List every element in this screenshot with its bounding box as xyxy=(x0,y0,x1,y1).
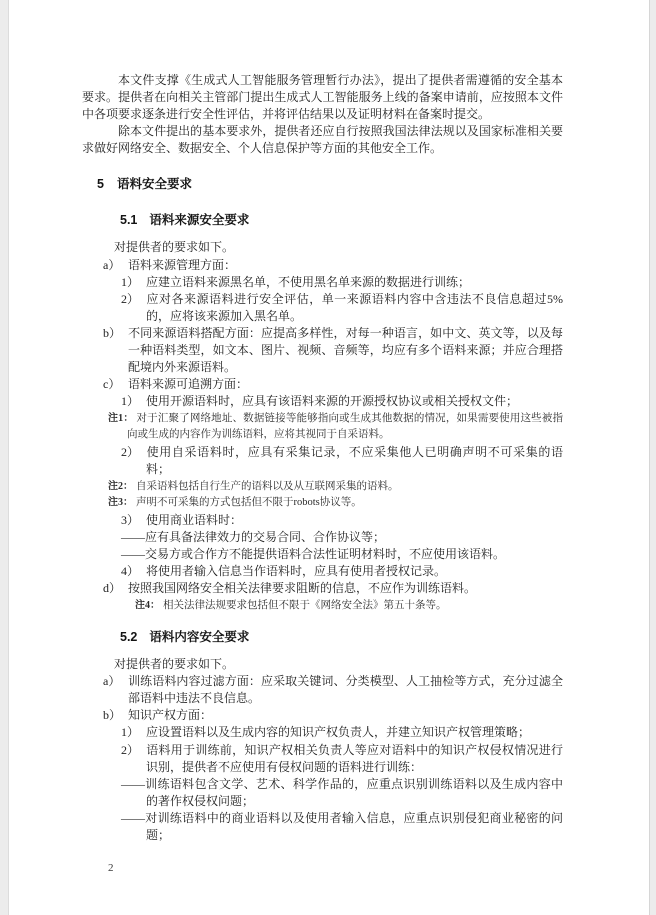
list-text: 语料来源管理方面： xyxy=(128,257,237,272)
lead-sentence: 对提供者的要求如下。 xyxy=(114,657,235,672)
intro-paragraph: 本文件支撑《生成式人工智能服务管理暂行办法》，提出了提供者需遵循的安全基本要求。提供者在向相关主管部门提出生成式人工智能服务上线的备案申请前，应按照本文件中各项要求逐条进行安全性评估，并将评估结果以及证明材料在备案时提交。 xyxy=(82,73,563,122)
chapter-title: 语料安全要求 xyxy=(116,177,192,192)
note-marker: 注2： xyxy=(108,480,133,492)
note-marker: 注1： xyxy=(108,413,134,425)
list-marker: 1） xyxy=(121,394,140,409)
list-item-a xyxy=(103,257,563,274)
list-text: 训练语料内容过滤方面：应采取关键词、分类模型、人工抽检等方式，充分过滤全部语料中违法不良信息。 xyxy=(128,674,563,706)
section-number: 5.2 xyxy=(120,630,138,645)
list-text: 不同来源语料搭配方面：应提高多样性，对每一种语言，如中文、英文等，以及每一种语料类型，如文本、图片、视频、音频等，均应有多个语料来源；并应合理搭配境内外来源语料。 xyxy=(128,325,563,375)
list-item-b xyxy=(103,325,563,376)
dash-item xyxy=(121,810,563,844)
note-4 xyxy=(135,598,563,614)
list-text: 交易方或合作方不能提供语料合法性证明材料时，不应使用该语料。 xyxy=(145,547,506,562)
list-text: 应有具备法律效力的交易合同、合作协议等； xyxy=(145,530,386,545)
list-item-a xyxy=(103,673,563,707)
intro-paragraph: 除本文件提出的基本要求外，提供者还应自行按照我国法律法规以及国家标准相关要求做好网络安全、数据安全、个人信息保护等方面的其他安全工作。 xyxy=(82,124,563,156)
list-marker: 1） xyxy=(121,274,140,289)
list-text: 使用自采语料时，应具有采集记录，不应采集他人已明确声明不可采集的语料； xyxy=(146,444,563,476)
list-text: 使用商业语料时： xyxy=(146,512,243,527)
dash-item xyxy=(121,776,563,810)
list-item-d xyxy=(103,580,563,597)
note-1 xyxy=(108,411,563,442)
dash-marker: —— xyxy=(121,530,145,545)
dash-marker: —— xyxy=(121,810,145,825)
chapter-number: 5 xyxy=(97,177,104,192)
page-number: 2 xyxy=(108,862,114,875)
list-text: 应建立语料来源黑名单，不使用黑名单来源的数据进行训练； xyxy=(146,274,471,289)
list-item-b1 xyxy=(121,724,563,741)
list-marker: a） xyxy=(103,674,121,689)
page-sheet xyxy=(8,0,650,915)
list-text: 使用开源语料时，应具有该语料来源的开源授权协议或相关授权文件； xyxy=(146,394,519,409)
chapter-heading xyxy=(97,176,563,193)
note-text: 相关法律法规要求包括但不限于《网络安全法》第五十条等。 xyxy=(163,600,447,612)
note-3 xyxy=(108,495,563,511)
list-item-b xyxy=(103,707,563,724)
list-text: 应设置语料以及生成内容的知识产权负责人，并建立知识产权管理策略； xyxy=(146,725,531,740)
list-marker: 2） xyxy=(121,742,140,757)
note-2 xyxy=(108,479,563,495)
list-item-a1 xyxy=(121,274,563,291)
intro-section xyxy=(82,72,563,157)
section-number: 5.1 xyxy=(120,213,138,228)
list-text: 语料来源可追溯方面： xyxy=(128,377,249,392)
list-item-c1 xyxy=(121,393,563,410)
list-item-a2 xyxy=(121,291,563,325)
list-marker: c） xyxy=(103,377,121,392)
dash-item xyxy=(121,546,563,563)
lead-sentence: 对提供者的要求如下。 xyxy=(114,240,235,255)
list-text: 对训练语料中的商业语料以及使用者输入信息，应重点识别侵犯商业秘密的问题； xyxy=(145,810,563,842)
list-marker: b） xyxy=(103,708,122,723)
section-title: 语料来源安全要求 xyxy=(149,213,250,228)
list-item-b2 xyxy=(121,742,563,776)
list-marker: 1） xyxy=(121,725,140,740)
list-item-c2 xyxy=(121,444,563,478)
list-marker: d） xyxy=(103,581,122,596)
document-content xyxy=(82,0,563,877)
dash-item xyxy=(121,529,563,546)
list-item-c3 xyxy=(121,512,563,529)
list-marker: 4） xyxy=(121,564,140,579)
section-heading-5-1 xyxy=(120,212,563,229)
list-text: 训练语料包含文学、艺术、科学作品的，应重点识别训练语料以及生成内容中的著作权侵权问题； xyxy=(145,776,563,808)
list-marker: 3） xyxy=(121,512,140,527)
note-marker: 注4： xyxy=(135,600,160,612)
note-marker: 注3： xyxy=(108,497,133,509)
list-item-c xyxy=(103,376,563,393)
list-text: 按照我国网络安全相关法律要求阻断的信息，不应作为训练语料。 xyxy=(128,581,477,596)
section-heading-5-2 xyxy=(120,629,563,646)
list-text: 语料用于训练前，知识产权相关负责人等应对语料中的知识产权侵权情况进行识别，提供者不应使用有侵权问题的语料进行训练： xyxy=(146,742,563,774)
list-text: 知识产权方面： xyxy=(128,708,213,723)
note-text: 自采语料包括自行生产的语料以及从互联网采集的语料。 xyxy=(136,480,399,492)
note-text: 声明不可采集的方式包括但不限于robots协议等。 xyxy=(136,497,362,509)
dash-marker: —— xyxy=(121,776,145,791)
section-title: 语料内容安全要求 xyxy=(149,630,250,645)
list-marker: 2） xyxy=(121,444,140,459)
list-text: 将使用者输入信息当作语料时，应具有使用者授权记录。 xyxy=(146,564,447,579)
list-text: 应对各来源语料进行安全评估，单一来源语料内容中含违法不良信息超过5%的，应将该来源加入黑名单。 xyxy=(146,291,563,323)
list-marker: 2） xyxy=(121,291,140,306)
dash-marker: —— xyxy=(121,547,145,562)
list-item-c4 xyxy=(121,563,563,580)
list-marker: b） xyxy=(103,325,122,340)
note-text: 对于汇聚了网络地址、数据链接等能够指向或生成其他数据的情况，如果需要使用这些被指向或生成的内容作为训练语料，应将其视同于自采语料。 xyxy=(127,413,563,440)
list-marker: a） xyxy=(103,257,121,272)
